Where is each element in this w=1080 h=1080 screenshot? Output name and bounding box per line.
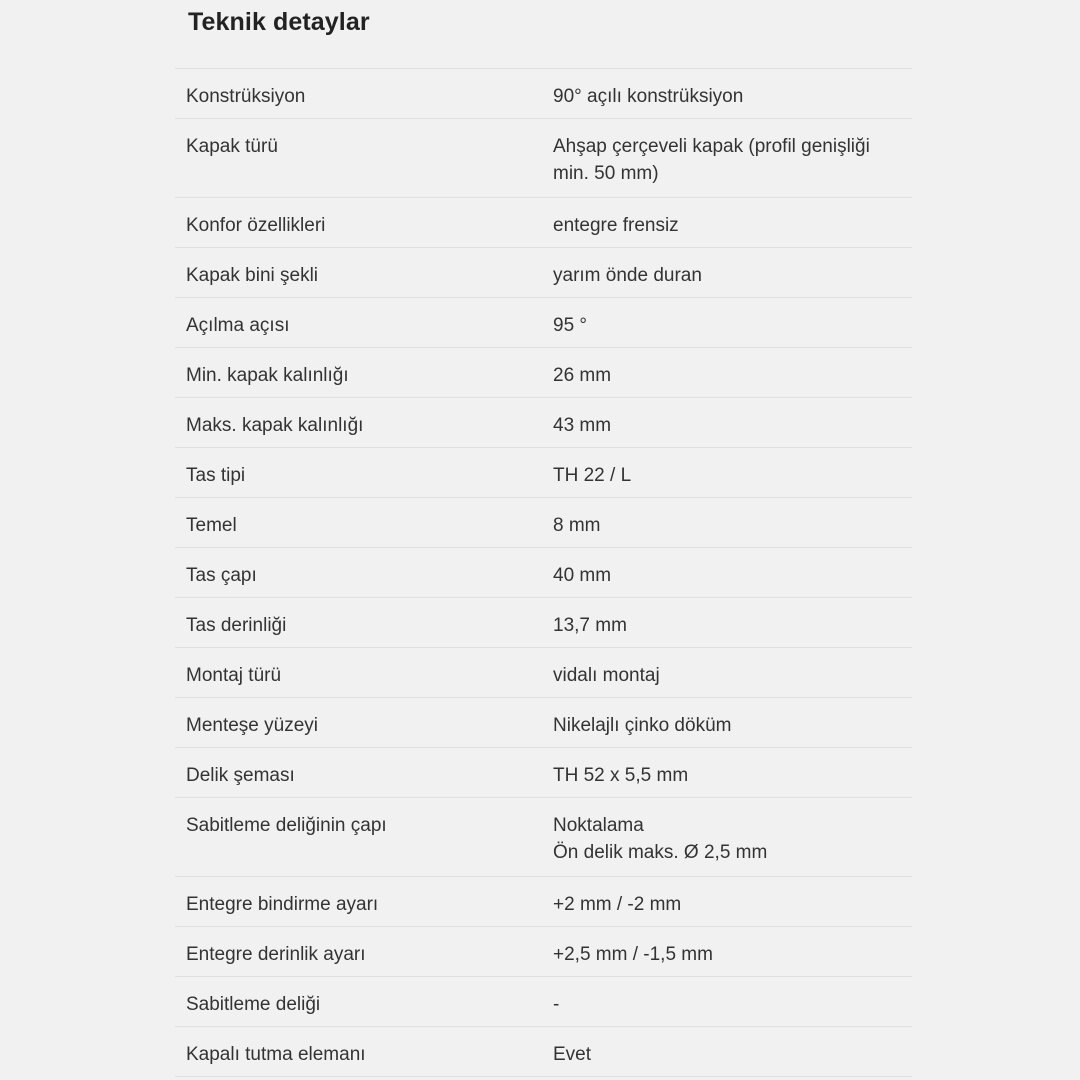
spec-label: Sabitleme deliği bbox=[186, 994, 321, 1015]
spec-value: 26 mm bbox=[553, 365, 612, 386]
spec-value: TH 22 / L bbox=[553, 465, 632, 486]
spec-row-construction bbox=[175, 69, 912, 119]
spec-label: Tas derinliği bbox=[186, 615, 287, 636]
spec-row-opening-angle bbox=[175, 298, 912, 348]
spec-value: 40 mm bbox=[553, 565, 612, 586]
spec-row-fixing-hole-diameter bbox=[175, 798, 912, 877]
spec-value: 8 mm bbox=[553, 515, 601, 536]
spec-label: Menteşe yüzeyi bbox=[186, 715, 319, 736]
spec-value: vidalı montaj bbox=[553, 665, 660, 686]
spec-value: 43 mm bbox=[553, 415, 612, 436]
spec-row-max-door-thickness bbox=[175, 398, 912, 448]
spec-row-fixing-hole bbox=[175, 977, 912, 1027]
spec-row-overlay-adjustment bbox=[175, 877, 912, 927]
spec-row-cup-diameter bbox=[175, 548, 912, 598]
spec-value: Evet bbox=[553, 1044, 592, 1065]
spec-label: Kapalı tutma elemanı bbox=[186, 1044, 366, 1065]
spec-label: Sabitleme deliğinin çapı bbox=[186, 815, 387, 836]
spec-row-drilling-pattern bbox=[175, 748, 912, 798]
spec-row-comfort-features bbox=[175, 198, 912, 248]
spec-row-depth-adjustment bbox=[175, 927, 912, 977]
spec-row-cup-depth bbox=[175, 598, 912, 648]
spec-label: Tas tipi bbox=[186, 465, 246, 486]
spec-row-base bbox=[175, 498, 912, 548]
spec-value: Nikelajlı çinko döküm bbox=[553, 715, 732, 736]
spec-table bbox=[175, 68, 912, 1077]
spec-label: Kapak türü bbox=[186, 136, 278, 157]
spec-value: +2 mm / -2 mm bbox=[553, 894, 682, 915]
spec-label: Min. kapak kalınlığı bbox=[186, 365, 349, 386]
spec-value: yarım önde duran bbox=[553, 265, 702, 286]
spec-value: 95 ° bbox=[553, 315, 588, 336]
spec-value: entegre frensiz bbox=[553, 215, 679, 236]
section-title: Teknik detaylar bbox=[188, 8, 370, 36]
spec-row-cup-type bbox=[175, 448, 912, 498]
spec-label: Delik şeması bbox=[186, 765, 295, 786]
spec-label: Tas çapı bbox=[186, 565, 257, 586]
spec-label: Açılma açısı bbox=[186, 315, 290, 336]
spec-label: Entegre bindirme ayarı bbox=[186, 894, 379, 915]
spec-label: Konstrüksiyon bbox=[186, 86, 306, 107]
spec-row-min-door-thickness bbox=[175, 348, 912, 398]
spec-row-mounting-type bbox=[175, 648, 912, 698]
spec-row-hinge-surface bbox=[175, 698, 912, 748]
spec-label: Montaj türü bbox=[186, 665, 282, 686]
spec-row-closing-element bbox=[175, 1027, 912, 1077]
spec-value: Ahşap çerçeveli kapak (profil genişliği min. 50 mm) bbox=[553, 136, 870, 184]
spec-label: Kapak bini şekli bbox=[186, 265, 319, 286]
spec-value: 90° açılı konstrüksiyon bbox=[553, 86, 744, 107]
spec-row-overlay-type bbox=[175, 248, 912, 298]
spec-value: - bbox=[553, 994, 560, 1015]
spec-value: +2,5 mm / -1,5 mm bbox=[553, 944, 713, 965]
spec-label: Temel bbox=[186, 515, 237, 536]
spec-label: Konfor özellikleri bbox=[186, 215, 326, 236]
spec-row-door-type bbox=[175, 119, 912, 198]
spec-value: Noktalama Ön delik maks. Ø 2,5 mm bbox=[553, 815, 768, 863]
spec-label: Maks. kapak kalınlığı bbox=[186, 415, 364, 436]
spec-value: 13,7 mm bbox=[553, 615, 627, 636]
spec-value: TH 52 x 5,5 mm bbox=[553, 765, 689, 786]
spec-label: Entegre derinlik ayarı bbox=[186, 944, 366, 965]
technical-details-section bbox=[175, 0, 912, 1077]
